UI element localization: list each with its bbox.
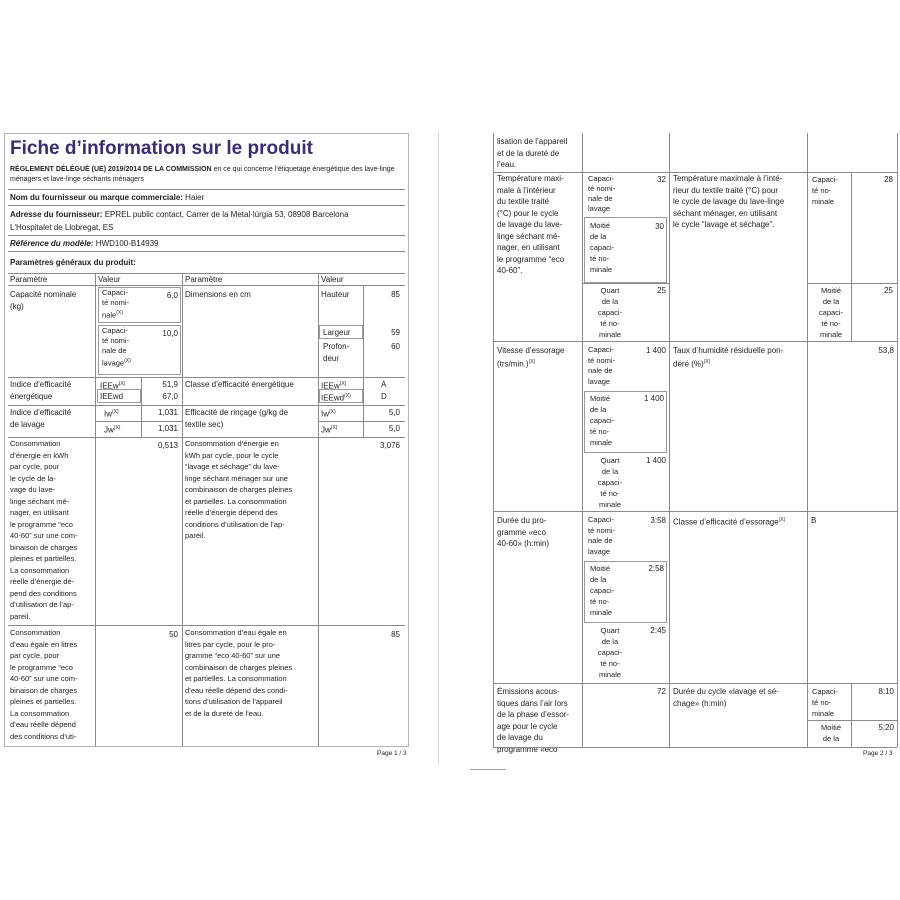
spin-half-value: 1 400 xyxy=(643,394,664,403)
capacity-sub-label-2: Capaci- té nomi- nale de lavage$^{(X)}$ xyxy=(102,326,131,368)
page-number-1: Page 1 / 3 xyxy=(377,750,407,757)
residual-humidity-label: Taux d’humidité résiduelle pon- déré (%)$^{(X)}$ xyxy=(673,346,784,369)
regulation-line-2: ménagers et lave-linge séchants ménagers xyxy=(10,176,144,183)
temp-wd-cap-nominal-value: 28 xyxy=(884,175,893,184)
water-wd-consumption-value: 85 xyxy=(391,630,400,639)
duration-quarter-value: 2:45 xyxy=(650,626,666,635)
wash-efficiency-label: Indice d’efficacité de lavage xyxy=(10,408,72,429)
col-header-param-2: Paramètre xyxy=(185,275,223,284)
supplier-value: Haier xyxy=(182,193,205,202)
model-label: Référence du modèle: xyxy=(10,239,94,248)
iw-label: $Iw^{(X)}$ xyxy=(104,409,119,419)
spin-cap-nominal-value: 1 400 xyxy=(645,346,666,355)
col-header-param: Paramètre xyxy=(10,275,48,284)
duration-half-value: 2:58 xyxy=(648,564,664,573)
max-temp-label: Température maxi- male à l’intérieur du textile traité (°C) pour le cycle de lavage du lave- linge séchant mé- nager, en utilisant le programme “eco 40-60”. xyxy=(497,174,565,275)
dimensions-label: Dimensions en cm xyxy=(185,290,251,299)
page-title: Fiche d’information sur le produit xyxy=(10,138,313,159)
duration-half-label: Moitié de la capaci- té no- minale xyxy=(590,564,615,617)
spin-class-label: Classe d’efficacité d’essorage$^{(X)}$ xyxy=(673,517,786,527)
cycle-half-label: Moitié de la xyxy=(820,723,841,743)
temp-wd-half-value: 25 xyxy=(884,286,893,295)
eei-wd-value: 67,0 xyxy=(162,392,178,401)
energy-wd-consumption-value: 3,076 xyxy=(379,441,400,450)
eei-wd-label: IEEwd xyxy=(100,392,124,401)
energy-class-w-label: IEEw$^{(X)}$ xyxy=(321,381,347,391)
capacity-label: Capacité nominale (kg) xyxy=(10,290,77,311)
temp-cap-nominal-value: 32 xyxy=(657,175,666,184)
spin-half-label: Moitié de la capaci- té no- minale xyxy=(590,394,615,447)
regulation-text: en ce qui concerne l’étiquetage énergétique des lave-linge xyxy=(211,166,395,173)
energy-class-label: Classe d’efficacité énergétique xyxy=(185,380,294,389)
water-consumption-value: 50 xyxy=(169,630,178,639)
cycle-half-value: 5:20 xyxy=(878,723,894,732)
eei-label: Indice d’efficacité énergétique xyxy=(10,380,72,401)
water-wd-consumption-label: Consommation d’eau égale en litres par cycle, pour le pro- gramme “eco 40-60” sur une combinaison de charges pleines et partielles. La consommation d’eau réelle dépend des condi- tions d’utilisation de l’appareil et de la dureté de l’eau. xyxy=(185,628,293,718)
temp-quarter-label: Quart de la capaci- té no- minale xyxy=(597,286,623,339)
address-value: EPREL public contact, Carrer de la Metal·lúrgia 53, 08908 Barcelona xyxy=(102,210,349,219)
width-value: 59 xyxy=(391,328,400,337)
col-header-value-2: Valeur xyxy=(321,275,344,284)
rinse-1-value: 5,0 xyxy=(388,408,400,417)
duration-quarter-label: Quart de la capaci- té no- minale xyxy=(597,626,623,679)
energy-consumption-value: 0,513 xyxy=(157,441,178,450)
eei-w-value: 51,9 xyxy=(162,380,178,389)
page-1 xyxy=(0,133,413,765)
max-temp-wd-label: Température maximale à l’inté- rieur du textile traité (°C) pour le cycle de lavage du lave-linge séchant ménager, en utilisant le cycle “lavage et séchage”. xyxy=(673,174,785,229)
energy-class-w-value: A xyxy=(381,380,387,389)
general-params-heading: Paramètres généraux du produit: xyxy=(10,258,136,267)
noise-emissions-label: Émissions acous- tiques dans l’air lors de la phase d’essor- age pour le cycle de lavage du programme «eco xyxy=(497,687,570,754)
width-label: Largeur xyxy=(323,328,351,337)
noise-emissions-value: 72 xyxy=(657,687,666,696)
rinse-2-label: $Jw^{(X)}$ xyxy=(321,425,338,435)
depth-value: 60 xyxy=(391,342,400,351)
water-consumption-label: Consommation d’eau égale en litres par cycle, pour le programme “eco 40-60” sur une com- binaison de charges pleines et partielles. La consommation d’eau réelle dépend des conditions d’uti- xyxy=(10,628,78,741)
continuation-text: lisation de l’appareil et de la dureté de l’eau. xyxy=(497,137,568,169)
model-row xyxy=(10,238,159,250)
rinse-2-value: 5,0 xyxy=(388,424,400,433)
duration-cap-nominal-label: Capaci- té nomi- nale de lavage xyxy=(588,515,616,556)
programme-duration-label: Durée du pro- gramme «eco 40-60» (h:min) xyxy=(497,516,550,548)
address-row xyxy=(10,209,349,221)
spin-class-value: B xyxy=(811,516,817,525)
regulation-line xyxy=(10,165,395,175)
depth-label: Profon- deur xyxy=(323,342,350,363)
duration-cap-nominal-value: 3:58 xyxy=(650,516,666,525)
capacity-value-1: 6,0 xyxy=(166,291,178,300)
cycle-cap-nominal-label: Capaci- té no- minale xyxy=(812,687,838,718)
jw-label: $Jw^{(X)}$ xyxy=(104,425,121,435)
iw-value: 1,031 xyxy=(157,408,178,417)
supplier-label: Nom du fournisseur ou marque commerciale: xyxy=(10,193,183,202)
cycle-cap-nominal-value: 8:10 xyxy=(878,687,894,696)
temp-half-label: Moitié de la capaci- té no- minale xyxy=(590,221,615,274)
rinse-label: Efficacité de rinçage (g/kg de textile sec) xyxy=(185,408,289,429)
rinse-1-label: $Iw^{(X)}$ xyxy=(321,409,336,419)
spin-cap-nominal-label: Capaci- té nomi- nale de lavage xyxy=(588,345,616,386)
energy-class-wd-label: IEEwd$^{(X)}$ xyxy=(321,393,351,403)
page-2-shadow-edge xyxy=(470,769,506,770)
supplier-row xyxy=(10,192,204,204)
height-label: Hauteur xyxy=(321,290,350,299)
page-2 xyxy=(438,133,900,765)
spin-speed-label: Vitesse d’essorage $(trs/\min.)^{(X)}$ xyxy=(497,346,565,369)
address-label: Adresse du fournisseur: xyxy=(10,210,103,219)
energy-wd-consumption-label: Consommation d’énergie en kWh par cycle, pour le cycle “lavage et séchage” du lave- linge séchant ménager sur une combinaison de charges pleines et partielles. La consommation réelle d’énergie dépend des conditions d’utilisation de l’ap- pareil. xyxy=(185,439,293,540)
jw-value: 1,031 xyxy=(157,424,178,433)
energy-class-wd-value: D xyxy=(381,392,387,401)
temp-wd-half-label: Moitié de la capaci- té no- minale xyxy=(818,286,844,339)
residual-humidity-value: 53,8 xyxy=(878,346,894,355)
model-value: HWD100-B14939 xyxy=(93,239,159,248)
temp-cap-nominal-label: Capaci- té nomi- nale de lavage xyxy=(588,174,616,213)
height-value: 85 xyxy=(391,290,400,299)
spin-quarter-value: 1 400 xyxy=(645,456,666,465)
spin-quarter-label: Quart de la capaci- té no- minale xyxy=(597,456,623,509)
temp-quarter-value: 25 xyxy=(657,286,666,295)
capacity-sub-label-1: Capaci- té nomi- nale$^{(X)}$ xyxy=(102,288,130,320)
temp-half-value: 30 xyxy=(655,222,664,231)
eei-wd-cell xyxy=(97,389,141,403)
temp-wd-cap-nominal-label: Capaci- té no- minale xyxy=(812,175,838,206)
page-number-2: Page 2 / 3 xyxy=(863,750,893,757)
address-line-2: L'Hospitalet de Llobregat, ES xyxy=(10,223,114,232)
energy-consumption-label: Consommation d’énergie en kWh par cycle, pour le cycle de la- vage du lave- linge séchant mé- nager, en utilisant le programme “eco 40-60” sur une com- binaison de charges pleines et partielles. La consommation réelle d’énergie dé- pend des conditions d’utilisation de l’ap- pareil. xyxy=(10,439,78,621)
regulation-bold: RÈGLEMENT DÉLÉGUÉ (UE) 2019/2014 DE LA COMMISSION xyxy=(10,166,212,173)
wd-cycle-duration-label: Durée du cycle «lavage et sé- chage» (h:min) xyxy=(673,687,779,708)
capacity-value-2: 10,0 xyxy=(162,329,178,338)
eei-w-label: IEEw$^{(X)}$ xyxy=(100,381,126,391)
col-header-value: Valeur xyxy=(98,275,121,284)
